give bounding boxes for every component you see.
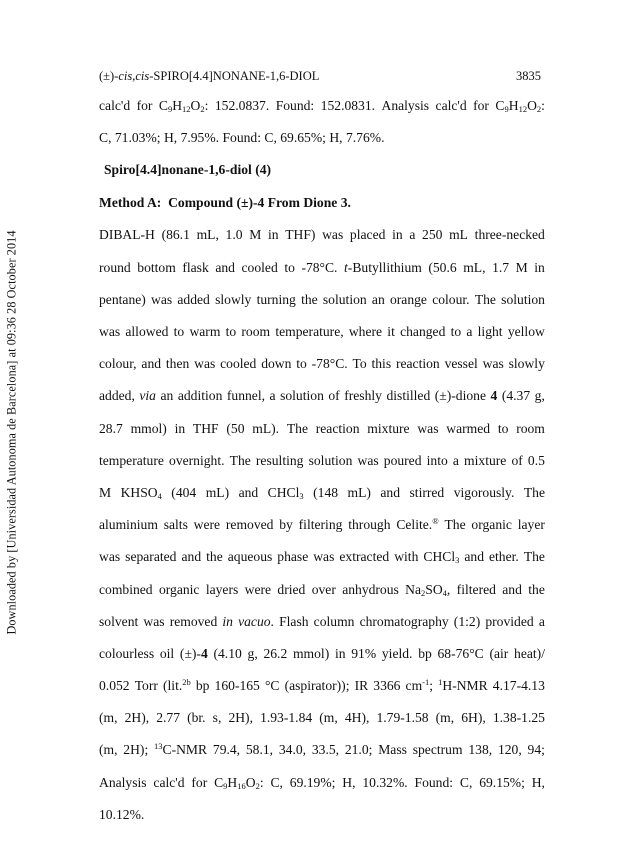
body-line-12: aluminium salts were removed by filtering through Celite.® The organic layer: [99, 516, 545, 532]
body-line-10: temperature overnight. The resulting solution was poured into a mixture of 0.5: [99, 453, 545, 468]
body-line-3: DIBAL-H (86.1 mL, 1.0 M in THF) was placed in a 250 mL three-necked: [99, 227, 545, 242]
body-line-11: M $KHSO_4$ (404 mL) and CHCl$_3$ (148 mL) and stirred vigorously. The: [99, 485, 545, 501]
body-line-16: colourless oil (±)-4 (4.10 g, 26.2 mmol) in 91% yield. bp 68-76°C (air heat)/: [99, 646, 545, 661]
method-heading: Method A: Compound (±)-4 From Dione 3.: [99, 195, 351, 210]
body-line-8: added, via an addition funnel, a solution of freshly distilled (±)-dione 4 (4.37 g,: [99, 388, 545, 403]
body-line-19: (m, 2H); $^{13}$C-NMR 79.4, 58.1, 34.0, 33.5, 21.0; Mass spectrum 138, 120, 94;: [99, 741, 545, 757]
body-line-6: was allowed to warm to room temperature, where it changed to a light yellow: [99, 324, 545, 339]
header-title: (±)-cis,cis-SPIRO[4.4]NONANE-1,6-DIOL: [99, 69, 320, 83]
body-line-17: 0.052 Torr (lit.$^{2b}$ bp 160-165 °C (aspirator)); IR 3366 $cm^{-1}$; $^1$H-NMR 4.17-4.13: [99, 677, 545, 693]
body-line-15: solvent was removed in vacuo. Flash column chromatography (1:2) provided a: [99, 614, 545, 629]
body-line-1: calc'd for $C_9H_{12}O_2$: 152.0837. Found: 152.0831. Analysis calc'd for $C_9H_{12}O_2$:: [99, 98, 545, 114]
body-line-7: colour, and then was cooled down to -78°C. To this reaction vessel was slowly: [99, 356, 545, 371]
body-line-5: pentane) was added slowly turning the solution an orange colour. The solution: [99, 292, 545, 307]
section-title: Spiro[4.4]nonane-1,6-diol (4): [104, 162, 272, 177]
running-header: [99, 69, 541, 84]
download-watermark: Downloaded by [Universidad Autonoma de Barcelona] at 09:36 28 October 2014: [4, 229, 19, 635]
body-line-9: 28.7 mmol) in THF (50 mL). The reaction mixture was warmed to room: [99, 421, 545, 436]
body-line-13: was separated and the aqueous phase was extracted with CHCl$_3$ and ether. The: [99, 549, 545, 565]
body-line-4: round bottom flask and cooled to -78°C. t-Butyllithium (50.6 mL, 1.7 M in: [99, 260, 545, 275]
page-number: 3835: [516, 69, 541, 83]
body-line-18: (m, 2H), 2.77 (br. s, 2H), 1.93-1.84 (m, 4H), 1.79-1.58 (m, 6H), 1.38-1.25: [99, 710, 545, 725]
body-line-20: Analysis calc'd for $C_9H_{16}O_2$: C, 69.19%; H, 10.32%. Found: C, 69.15%; H,: [99, 775, 545, 791]
body-line-14: combined organic layers were dried over anhydrous $Na_2SO_4$, filtered and the: [99, 582, 545, 598]
body-line-21: 10.12%.: [99, 807, 145, 822]
body-line-2: C, 71.03%; H, 7.95%. Found: C, 69.65%; H, 7.76%.: [99, 130, 385, 145]
